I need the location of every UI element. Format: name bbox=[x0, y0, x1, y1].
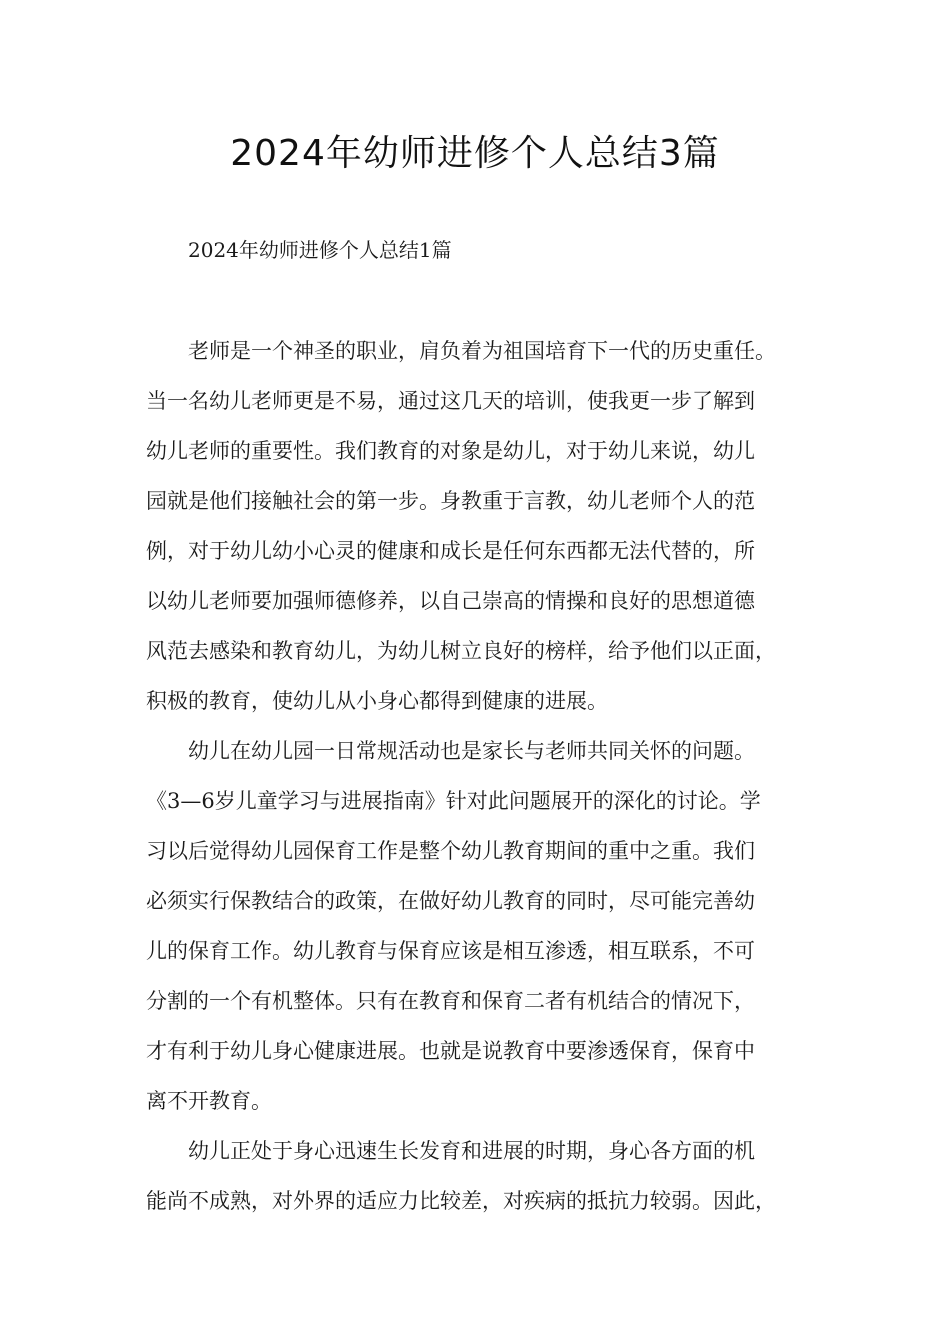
paragraph-line: 习以后觉得幼儿园保育工作是整个幼儿教育期间的重中之重。我们 bbox=[146, 839, 755, 863]
paragraph-line: 老师是一个神圣的职业，肩负着为祖国培育下一代的历史重任。 bbox=[188, 339, 776, 363]
paragraph-line: 幼儿老师的重要性。我们教育的对象是幼儿，对于幼儿来说，幼儿 bbox=[146, 439, 755, 463]
paragraph-line: 园就是他们接触社会的第一步。身教重于言教，幼儿老师个人的范 bbox=[146, 489, 755, 513]
paragraph-line: 当一名幼儿老师更是不易，通过这几天的培训，使我更一步了解到 bbox=[146, 389, 755, 413]
paragraph-line: 幼儿在幼儿园一日常规活动也是家长与老师共同关怀的问题。 bbox=[188, 739, 755, 763]
paragraph-line: 必须实行保教结合的政策，在做好幼儿教育的同时，尽可能完善幼 bbox=[146, 889, 755, 913]
document-title: 2024年幼师进修个人总结3篇 bbox=[230, 133, 720, 174]
paragraph-line: 才有利于幼儿身心健康进展。也就是说教育中要渗透保育，保育中 bbox=[146, 1039, 755, 1063]
paragraph-line: 离不开教育。 bbox=[146, 1089, 272, 1113]
paragraph-line: 风范去感染和教育幼儿，为幼儿树立良好的榜样，给予他们以正面， bbox=[146, 639, 776, 663]
paragraph-line: 幼儿正处于身心迅速生长发育和进展的时期，身心各方面的机 bbox=[188, 1139, 755, 1163]
paragraph-line: 例，对于幼儿幼小心灵的健康和成长是任何东西都无法代替的，所 bbox=[146, 539, 755, 563]
paragraph-line: 以幼儿老师要加强师德修养，以自己崇高的情操和良好的思想道德 bbox=[146, 589, 755, 613]
paragraph-line: 《3—6岁儿童学习与进展指南》针对此问题展开的深化的讨论。学 bbox=[146, 789, 761, 813]
paragraph-line: 积极的教育，使幼儿从小身心都得到健康的进展。 bbox=[146, 689, 608, 713]
paragraph-line: 儿的保育工作。幼儿教育与保育应该是相互渗透，相互联系，不可 bbox=[146, 939, 755, 963]
section-subtitle: 2024年幼师进修个人总结1篇 bbox=[188, 238, 452, 262]
paragraph-line: 分割的一个有机整体。只有在教育和保育二者有机结合的情况下， bbox=[146, 989, 755, 1013]
paragraph-line: 能尚不成熟，对外界的适应力比较差，对疾病的抵抗力较弱。因此， bbox=[146, 1189, 776, 1213]
